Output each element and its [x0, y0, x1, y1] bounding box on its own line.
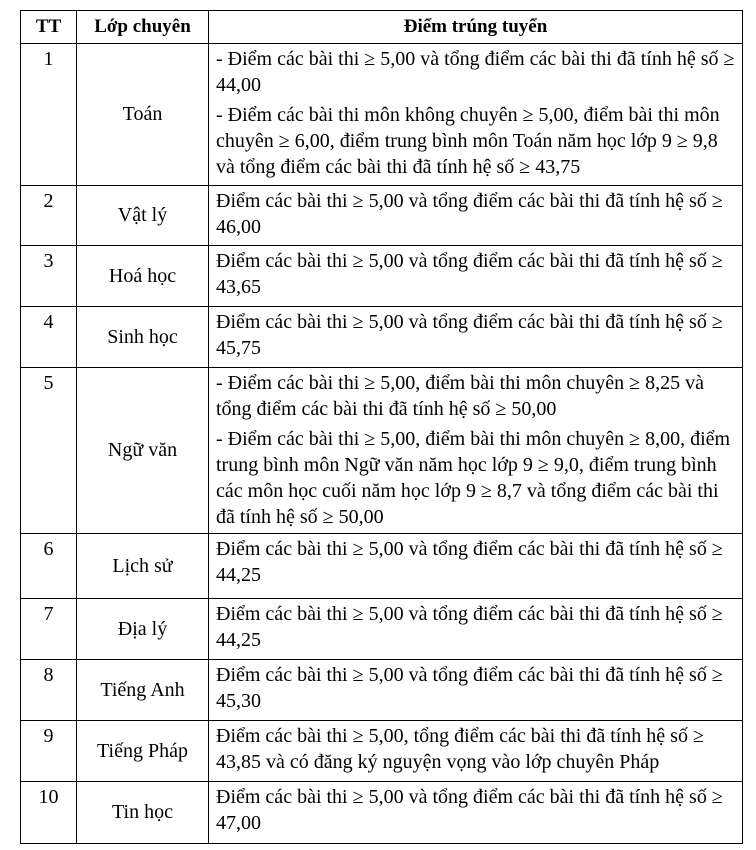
admission-criteria [209, 307, 743, 368]
admission-criteria [209, 782, 743, 844]
criteria-paragraph: - Điểm các bài thi môn không chuyên ≥ 5,00, điểm bài thi môn chuyên ≥ 6,00, điểm trung bình môn Toán năm học lớp 9 ≥ 9,8 và tổng điểm các bài thi đã tính hệ số ≥ 43,75 [216, 104, 720, 178]
admission-criteria [209, 186, 743, 246]
table-row [21, 368, 743, 534]
criteria-paragraph: - Điểm các bài thi ≥ 5,00, điểm bài thi môn chuyên ≥ 8,25 và tổng điểm các bài thi đã tính hệ số ≥ 50,00 [216, 372, 704, 420]
criteria-paragraph: Điểm các bài thi ≥ 5,00 và tổng điểm các bài thi đã tính hệ số ≥ 46,00 [216, 190, 723, 238]
table-row [21, 721, 743, 782]
admission-criteria [209, 599, 743, 660]
header-admission-score: Điểm trúng tuyển [209, 11, 743, 44]
row-number: 4 [21, 307, 77, 368]
admission-criteria [209, 660, 743, 721]
table-row [21, 782, 743, 844]
admission-criteria [209, 534, 743, 599]
criteria-paragraph: Điểm các bài thi ≥ 5,00 và tổng điểm các bài thi đã tính hệ số ≥ 47,00 [216, 786, 723, 834]
table-row [21, 186, 743, 246]
specialized-class-name: Lịch sử [77, 534, 209, 599]
specialized-class-name: Tiếng Pháp [77, 721, 209, 782]
specialized-class-name: Sinh học [77, 307, 209, 368]
criteria-paragraph: Điểm các bài thi ≥ 5,00 và tổng điểm các bài thi đã tính hệ số ≥ 43,65 [216, 250, 723, 298]
specialized-class-name: Tin học [77, 782, 209, 844]
specialized-class-name: Hoá học [77, 246, 209, 307]
row-number: 3 [21, 246, 77, 307]
criteria-paragraph: - Điểm các bài thi ≥ 5,00 và tổng điểm các bài thi đã tính hệ số ≥ 44,00 [216, 48, 735, 96]
row-number: 6 [21, 534, 77, 599]
row-number: 9 [21, 721, 77, 782]
specialized-class-name: Toán [77, 44, 209, 186]
criteria-paragraph: - Điểm các bài thi ≥ 5,00, điểm bài thi môn chuyên ≥ 8,00, điểm trung bình môn Ngữ văn năm học lớp 9 ≥ 9,0, điểm trung bình các môn học cuối năm học lớp 9 ≥ 8,7 và tổng điểm các bài thi đã tính hệ số ≥ 50,00 [216, 428, 731, 528]
table-row [21, 660, 743, 721]
row-number: 2 [21, 186, 77, 246]
criteria-paragraph: Điểm các bài thi ≥ 5,00 và tổng điểm các bài thi đã tính hệ số ≥ 45,30 [216, 664, 723, 712]
row-number: 5 [21, 368, 77, 534]
criteria-paragraph: Điểm các bài thi ≥ 5,00 và tổng điểm các bài thi đã tính hệ số ≥ 44,25 [216, 603, 723, 651]
specialized-class-name: Địa lý [77, 599, 209, 660]
admission-criteria [209, 44, 743, 186]
specialized-class-name: Vật lý [77, 186, 209, 246]
row-number: 7 [21, 599, 77, 660]
table-row [21, 599, 743, 660]
admission-criteria [209, 246, 743, 307]
specialized-class-name: Ngữ văn [77, 368, 209, 534]
row-number: 1 [21, 44, 77, 186]
criteria-paragraph: Điểm các bài thi ≥ 5,00, tổng điểm các bài thi đã tính hệ số ≥ 43,85 và có đăng ký nguyện vọng vào lớp chuyên Pháp [216, 725, 704, 773]
admission-criteria [209, 721, 743, 782]
table-body [21, 44, 743, 844]
table-row [21, 307, 743, 368]
criteria-paragraph: Điểm các bài thi ≥ 5,00 và tổng điểm các bài thi đã tính hệ số ≥ 45,75 [216, 311, 723, 359]
specialized-class-name: Tiếng Anh [77, 660, 209, 721]
table-row [21, 534, 743, 599]
header-tt: TT [21, 11, 77, 44]
admission-scores-table [20, 10, 743, 844]
row-number: 10 [21, 782, 77, 844]
header-specialized-class: Lớp chuyên [77, 11, 209, 44]
criteria-paragraph: Điểm các bài thi ≥ 5,00 và tổng điểm các bài thi đã tính hệ số ≥ 44,25 [216, 538, 723, 586]
table-row [21, 44, 743, 186]
row-number: 8 [21, 660, 77, 721]
admission-criteria [209, 368, 743, 534]
table-row [21, 246, 743, 307]
header-row [21, 11, 743, 44]
